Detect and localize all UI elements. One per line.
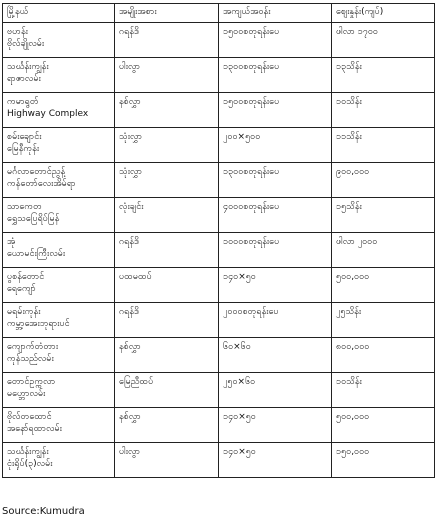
cell-township	[3, 443, 115, 478]
cell-size: ၁၄၀×၅၀	[219, 443, 332, 478]
cell-township	[3, 163, 115, 198]
cell-type: သုံးလွှာ	[115, 128, 219, 163]
township-line: ကမာရွတ်	[7, 97, 39, 107]
cell-type: ဂရန်ဒိ	[115, 23, 219, 58]
township-line: Highway Complex	[7, 109, 89, 119]
township-line: မြေနီကုန်း	[7, 144, 40, 154]
header-type: အမျိုးအစား	[115, 4, 219, 23]
table-row	[3, 268, 435, 303]
cell-price: ၁၅၀,၀၀၀	[332, 443, 435, 478]
township-line: အနော်ရထာလမ်း	[7, 424, 62, 434]
table-row	[3, 338, 435, 373]
table-row	[3, 128, 435, 163]
cell-size: ၆၀×၆၀	[219, 338, 332, 373]
township-line: မဟ္ဘောလမ်း	[7, 389, 46, 399]
township-line: စမ်းချောင်း	[7, 132, 42, 142]
cell-size: ၁၅၀၀စတုရန်းပေ	[219, 93, 332, 128]
township-line: သင်္ဃန်းကျွန်း	[7, 62, 49, 72]
cell-type: နစ်လွှာ	[115, 338, 219, 373]
cell-price: ၁၁သိန်း	[332, 128, 435, 163]
source-note: Source:Kumudra	[2, 506, 85, 517]
township-line: ရေကျော်	[7, 284, 36, 294]
cell-size: ၂၀၀×၅၀၀	[219, 128, 332, 163]
table-row	[3, 233, 435, 268]
table-row	[3, 23, 435, 58]
table-header-row	[3, 4, 435, 23]
cell-price: ၈၀၀,၀၀၀	[332, 338, 435, 373]
cell-price: ၁၀သိန်း	[332, 93, 435, 128]
township-line: ဗဟန်း	[7, 27, 28, 37]
cell-type: မြေညီထပ်	[115, 373, 219, 408]
cell-size: ၂၀၀၀စတုရန်းပေ	[219, 303, 332, 338]
township-line: ကမ္ဘာ့အေးဘုရားပင်	[7, 319, 70, 329]
table-row	[3, 163, 435, 198]
cell-size: ၂၅၀×၆၀	[219, 373, 332, 408]
township-line: ကုန်သည်လမ်း	[7, 354, 54, 364]
cell-size: ၁၄၀×၅၀	[219, 408, 332, 443]
cell-size: ၁၃၀၀စတုရန်းပေ	[219, 58, 332, 93]
cell-price: ၉၀၀,၀၀၀	[332, 163, 435, 198]
header-size: အကျယ်အဝန်း	[219, 4, 332, 23]
cell-price: ၁၅သိန်း	[332, 198, 435, 233]
table-row	[3, 93, 435, 128]
township-line: ကျောက်တံတား	[7, 342, 59, 352]
cell-size: ၁၀၀၀စတုရန်းပေ	[219, 233, 332, 268]
cell-township	[3, 58, 115, 93]
table-row	[3, 58, 435, 93]
cell-township	[3, 233, 115, 268]
table-row	[3, 303, 435, 338]
header-price: ဈေးနှုန်း(ကျပ်)	[332, 4, 435, 23]
township-line: အုံ	[7, 237, 16, 247]
township-line: ပွစန်တောင်	[7, 272, 45, 282]
cell-township	[3, 198, 115, 233]
cell-township	[3, 23, 115, 58]
cell-type: သုံးလွှာ	[115, 163, 219, 198]
township-line: ရာဇာလမ်း	[7, 74, 41, 84]
cell-township	[3, 338, 115, 373]
property-price-table	[2, 3, 435, 478]
table-row	[3, 198, 435, 233]
cell-type: ဂရန်ဒိ	[115, 233, 219, 268]
cell-price: ၅၀၀,၀၀၀	[332, 268, 435, 303]
cell-type: လုံးချင်း	[115, 198, 219, 233]
township-line: သင်္ဃန်းကျွန်း	[7, 447, 49, 457]
table-row	[3, 373, 435, 408]
cell-type: ပထမထပ်	[115, 268, 219, 303]
cell-price: ၅၀၀,၀၀၀	[332, 408, 435, 443]
cell-price: ဖါလာ ၁၇၀၀	[332, 23, 435, 58]
township-line: ရွှေသပြေရိပ်မြန်	[7, 214, 60, 224]
cell-type: ပါးလွာ	[115, 58, 219, 93]
cell-township	[3, 128, 115, 163]
cell-type: ဂရန်ဒိ	[115, 303, 219, 338]
cell-size: ၁၃၀၀စတုရန်းပေ	[219, 163, 332, 198]
cell-township	[3, 303, 115, 338]
township-line: ကန်တော်လေးအိမ်ရာ	[7, 179, 76, 189]
township-line: မရမ်းကုန်း	[7, 307, 41, 317]
cell-township	[3, 93, 115, 128]
township-line: သာကေတ	[7, 202, 42, 212]
township-line: ယောမင်းကြီးလမ်း	[7, 249, 66, 259]
township-line: ငုံးရိုပ်(၃)လမ်း	[7, 459, 53, 469]
cell-township	[3, 408, 115, 443]
cell-price: ၁၃သိန်း	[332, 58, 435, 93]
cell-type: ပါးလွာ	[115, 443, 219, 478]
cell-township	[3, 268, 115, 303]
cell-price: ဖါလာ ၂၀၀၀	[332, 233, 435, 268]
township-line: ဗိုလ်တထောင်	[7, 412, 52, 422]
township-line: တောင်ဥက္ကလာ	[7, 377, 56, 387]
table-row	[3, 443, 435, 478]
cell-size: ၄၀၀၀စတုရန်းပေ	[219, 198, 332, 233]
cell-size: ၁၄၀×၅၀	[219, 268, 332, 303]
cell-size: ၁၅၀၀စတုရန်းပေ	[219, 23, 332, 58]
cell-price: ၁၀သိန်း	[332, 373, 435, 408]
township-line: ဗိုလ်ချိုလမ်း	[7, 39, 45, 49]
cell-township	[3, 373, 115, 408]
header-township: မြို့နယ်	[3, 4, 115, 23]
cell-type: နစ်လွှာ	[115, 408, 219, 443]
cell-type: နစ်လွှာ	[115, 93, 219, 128]
township-line: မင်္ဂလာတောင်ညွန့်	[7, 167, 66, 177]
table-row	[3, 408, 435, 443]
cell-price: ၂၅သိန်း	[332, 303, 435, 338]
